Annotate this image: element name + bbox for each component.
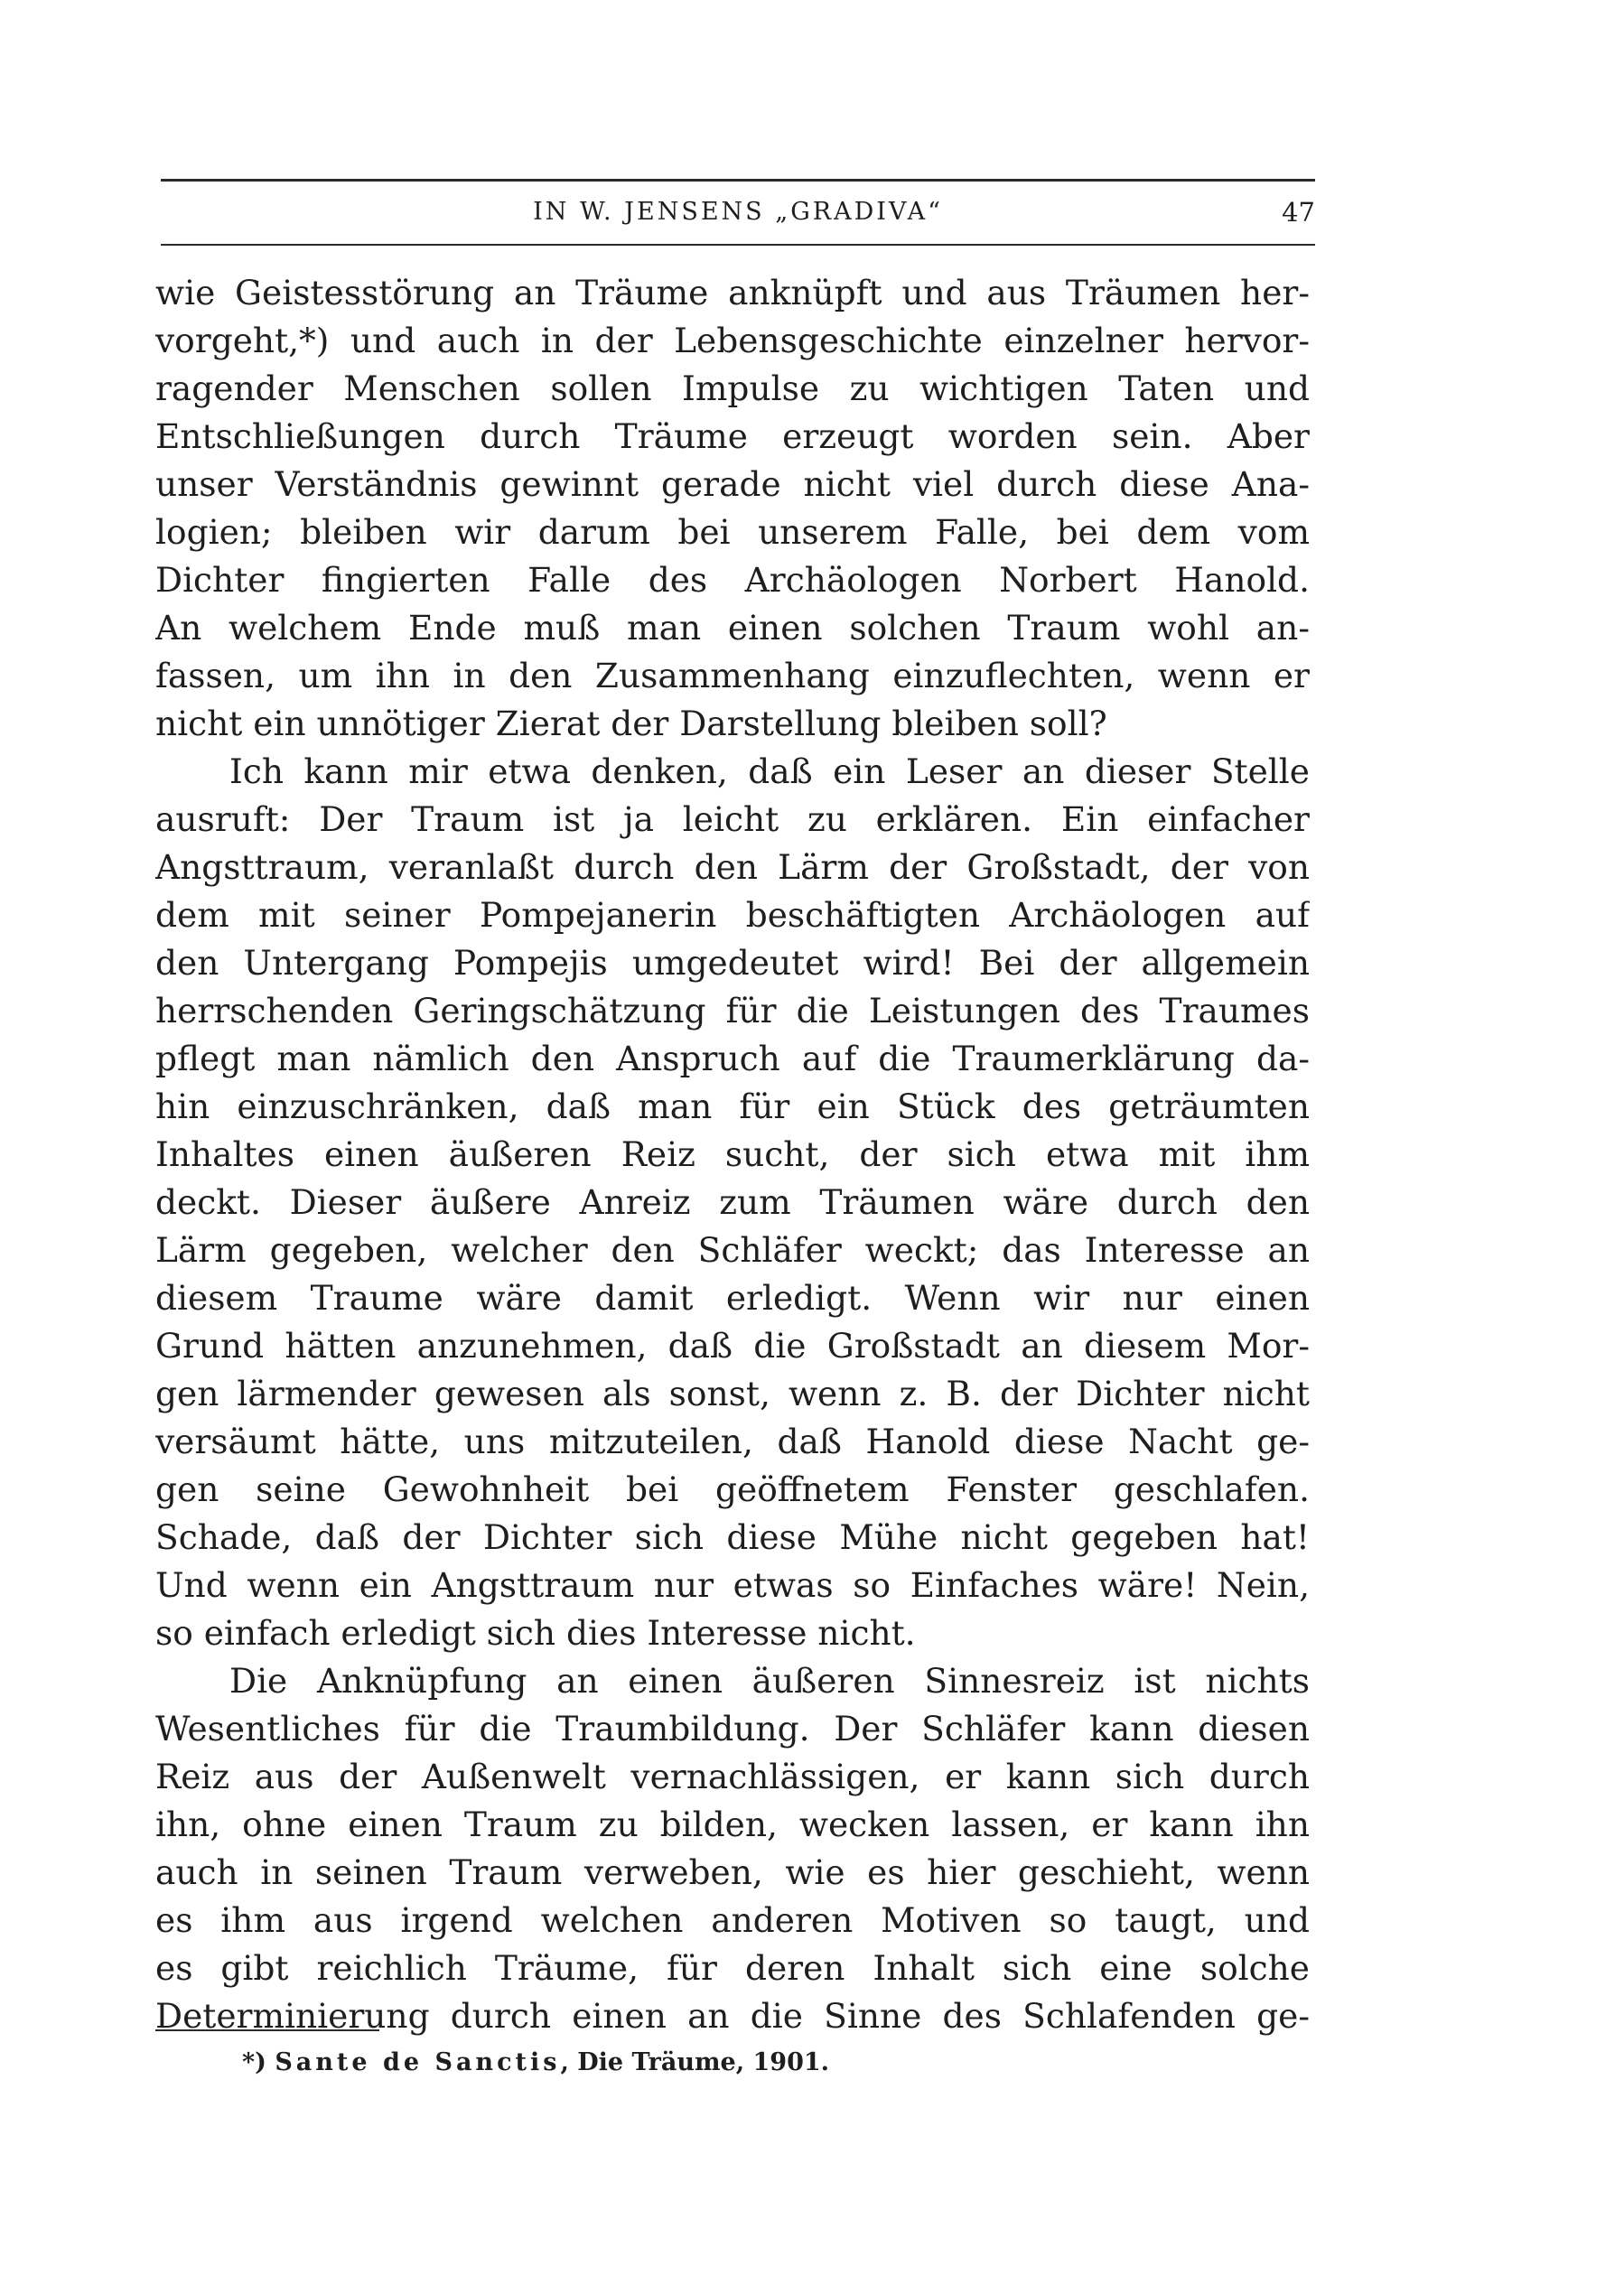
text-line: fassen, um ihn in den Zusammenhang einzuflechten, wenn er [155,656,1310,695]
text-line: auch in seinen Traum verweben, wie es hier geschieht, wenn [155,1852,1310,1892]
header-bottom-rule [161,244,1315,246]
text-line: Und wenn ein Angsttraum nur etwas so Einfaches wäre! Nein, [155,1565,1310,1605]
text-line: vorgeht,*) und auch in der Lebensgeschichte einzelner hervor- [155,321,1310,360]
text-line: diesem Traume wäre damit erledigt. Wenn wir nur einen [155,1278,1310,1318]
text-line: ihn, ohne einen Traum zu bilden, wecken lassen, er kann ihn [155,1805,1310,1844]
page-number: 47 [1282,197,1315,228]
header-top-rule [161,179,1315,182]
text-line: Determinierung durch einen an die Sinne des Schlafenden ge- [155,1996,1310,2036]
text-line: unser Verständnis gewinnt gerade nicht viel durch diese Ana- [155,464,1310,504]
text-line: Wesentliches für die Traumbildung. Der Schläfer kann diesen [155,1709,1310,1749]
footnote-rule [155,2029,379,2031]
text-line: Ich kann mir etwa denken, daß ein Leser an dieser Stelle [229,751,1310,791]
running-head [161,191,1315,233]
text-line: herrschenden Geringschätzung für die Leistungen des Traumes [155,991,1310,1031]
text-line: es ihm aus irgend welchen anderen Motiven so taugt, und [155,1900,1310,1940]
text-line: ausruft: Der Traum ist ja leicht zu erklären. Ein einfacher [155,799,1310,839]
footnote-rest: , Die Träume, 1901. [560,2048,830,2076]
text-line: Schade, daß der Dichter sich diese Mühe nicht gegeben hat! [155,1517,1310,1557]
paragraph [155,269,1310,748]
body-text [155,269,1310,2040]
text-line: Inhaltes einen äußeren Reiz sucht, der sich etwa mit ihm [155,1134,1310,1174]
running-title: IN W. JENSENS „GRADIVA“ [533,198,943,226]
text-line: pflegt man nämlich den Anspruch auf die Traumerklärung da- [155,1039,1310,1078]
text-line: Angsttraum, veranlaßt durch den Lärm der Großstadt, der von [155,847,1310,887]
text-line: Die Anknüpfung an einen äußeren Sinnesreiz ist nichts [229,1661,1310,1701]
text-line: logien; bleiben wir darum bei unserem Falle, bei dem vom [155,512,1310,552]
text-line: so einfach erledigt sich dies Interesse nicht. [155,1613,916,1653]
text-line: den Untergang Pompejis umgedeutet wird! Bei der allgemein [155,943,1310,983]
text-line: ragender Menschen sollen Impulse zu wichtigen Taten und [155,368,1310,408]
footnote-marker: *) [242,2048,266,2076]
text-line: wie Geistesstörung an Träume anknüpft und aus Träumen her- [155,273,1310,312]
text-line: Dichter fingierten Falle des Archäologen Norbert Hanold. [155,560,1310,600]
text-line: An welchem Ende muß man einen solchen Traum wohl an- [155,608,1310,648]
paragraph [155,748,1310,1657]
text-line: Lärm gegeben, welcher den Schläfer weckt; das Interesse an [155,1230,1310,1270]
text-line: Entschließungen durch Träume erzeugt worden sein. Aber [155,416,1310,456]
text-line: Grund hätten anzunehmen, daß die Großstadt an diesem Mor- [155,1326,1310,1366]
text-line: gen lärmender gewesen als sonst, wenn z. B. der Dichter nicht [155,1374,1310,1413]
text-line: dem mit seiner Pompejanerin beschäftigten Archäologen auf [155,895,1310,935]
text-line: hin einzuschränken, daß man für ein Stück des geträumten [155,1087,1310,1126]
text-line: gen seine Gewohnheit bei geöffnetem Fenster geschlafen. [155,1469,1310,1509]
text-line: Reiz aus der Außenwelt vernachlässigen, er kann sich durch [155,1757,1310,1796]
text-line: deckt. Dieser äußere Anreiz zum Träumen wäre durch den [155,1182,1310,1222]
paragraph [155,1657,1310,2040]
footnote [242,2045,829,2081]
text-line: nicht ein unnötiger Zierat der Darstellung bleiben soll? [155,704,1107,743]
text-line: versäumt hätte, uns mitzuteilen, daß Hanold diese Nacht ge- [155,1422,1310,1461]
text-line: es gibt reichlich Träume, für deren Inhalt sich eine solche [155,1948,1310,1988]
footnote-author: Sante de Sanctis [275,2048,561,2076]
